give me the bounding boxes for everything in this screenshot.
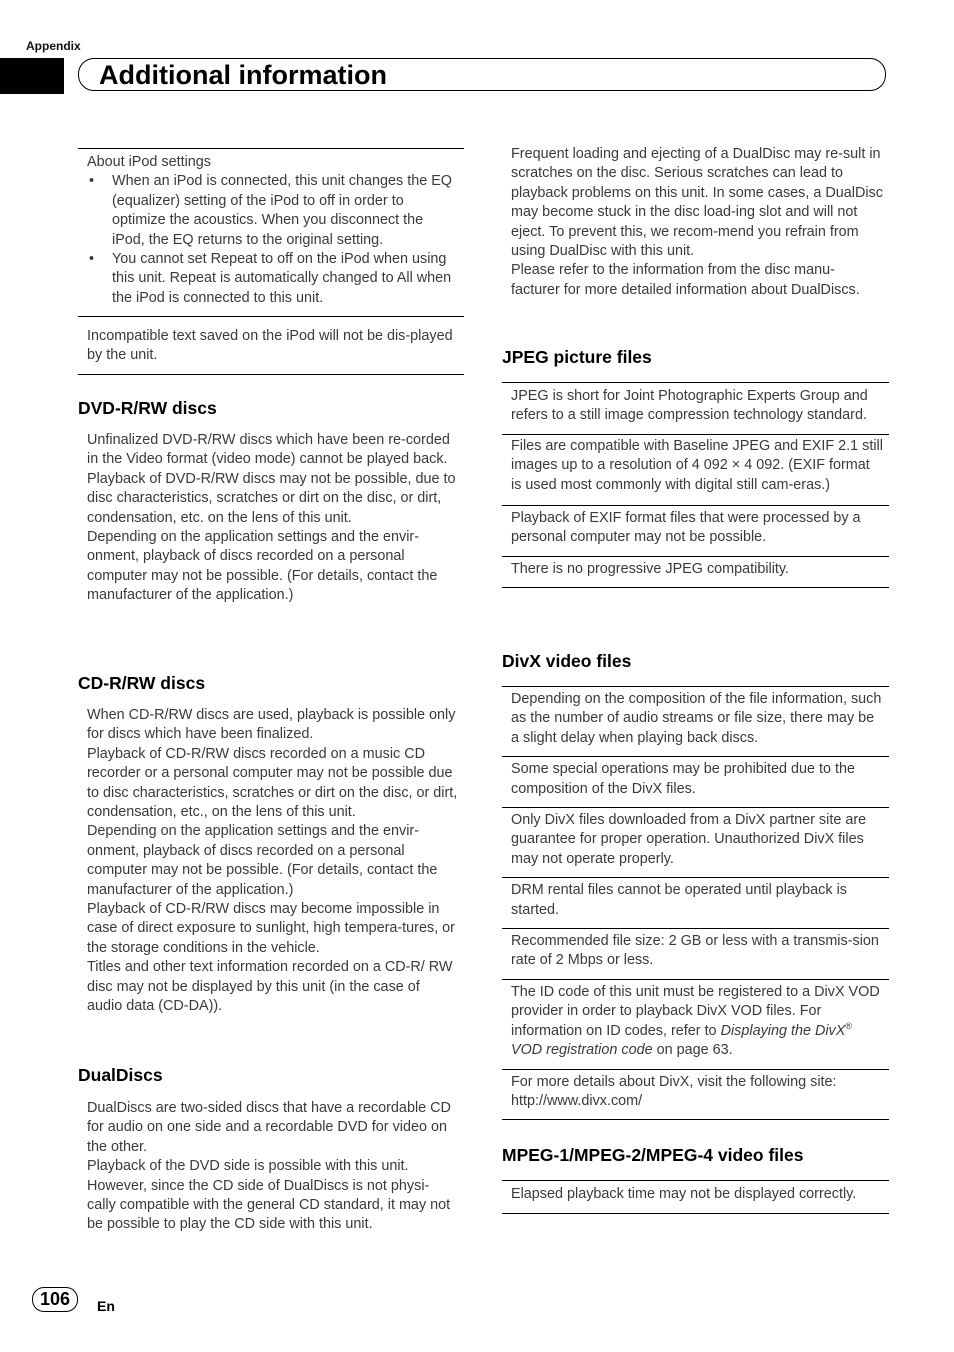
ipod-text-note-box bbox=[78, 325, 464, 375]
list-item: • When an iPod is connected, this unit changes the EQ (equalizer) setting of the iPod to off in order to optimize the acoustics. When you disconnect the iPod, the EQ returns to the original setting. bbox=[87, 172, 458, 250]
list-item bbox=[502, 1069, 889, 1121]
jpeg-item-text: There is no progressive JPEG compatibility. bbox=[511, 560, 790, 577]
list-item bbox=[502, 505, 889, 556]
list-item bbox=[502, 1180, 889, 1214]
cd-paragraph-1: When CD-R/RW discs are used, playback is possible only for discs which have been finalized. bbox=[87, 707, 456, 743]
divx-item-text: Recommended file size: 2 GB or less with a transmis-sion rate of 2 Mbps or less. bbox=[511, 933, 879, 969]
jpeg-item-text: JPEG is short for Joint Photographic Experts Group and refers to a still image compression technology standard. bbox=[511, 388, 868, 424]
jpeg-heading: JPEG picture files bbox=[502, 347, 652, 367]
mpeg-item-text: Elapsed playback time may not be displayed correctly. bbox=[511, 1186, 857, 1202]
dvd-paragraph-1: Unfinalized DVD-R/RW discs which have been re-corded in the Video format (video mode) cannot be played back. bbox=[87, 432, 450, 468]
section-tab-marker bbox=[0, 58, 64, 94]
cd-paragraph-2: Playback of CD-R/RW discs recorded on a music CD recorder or a personal computer may not be possible due to disc characteristics, scratches or dirt on the disc, or dirt, condensation, etc., on the lens of this unit. bbox=[87, 745, 458, 821]
divx-item-text: DRM rental files cannot be operated until playback is started. bbox=[511, 882, 847, 918]
cd-paragraph-4: Playback of CD-R/RW discs may become impossible in case of direct exposure to sunlight, high tempera-tures, or the storage conditions in the vehicle. bbox=[87, 901, 455, 956]
dualdisc-body bbox=[78, 1099, 464, 1235]
divx-id-text-start: The ID code of this unit must be registered to a DivX VOD provider in order to playback DivX VOD files. For information on ID codes, refer to bbox=[511, 983, 880, 1039]
dualdisc-heading: DualDiscs bbox=[78, 1065, 163, 1085]
list-item bbox=[502, 807, 889, 877]
language-label: En bbox=[97, 1298, 115, 1314]
cd-heading: CD-R/RW discs bbox=[78, 673, 206, 693]
dvd-body bbox=[78, 431, 464, 606]
divx-id-link-text-2: VOD registration code bbox=[511, 1042, 653, 1059]
page-title: Additional information bbox=[99, 60, 387, 90]
jpeg-list bbox=[502, 382, 889, 588]
divx-id-text-end: on page 63. bbox=[656, 1042, 733, 1059]
section-label: Appendix bbox=[26, 39, 81, 53]
dvd-paragraph-3: Depending on the application settings and the envir-onment, playback of discs recorded on a personal computer may not be possible. (For details, contact the manufacturer of the application.) bbox=[87, 529, 438, 604]
divx-heading: DivX video files bbox=[502, 651, 632, 671]
divx-item-text: Depending on the composition of the file information, such as the number of audio streams or file size, there may be a slight delay when playing back discs. bbox=[511, 691, 882, 746]
mpeg-list bbox=[502, 1180, 889, 1214]
cd-paragraph-5: Titles and other text information recorded on a CD-R/ RW disc may not be displayed by this unit (in the case of audio data (CD-DA)). bbox=[87, 959, 453, 1015]
divx-item-text: Some special operations may be prohibited due to the composition of the DivX files. bbox=[511, 761, 855, 797]
list-item bbox=[502, 686, 889, 756]
page-title-frame bbox=[78, 58, 886, 91]
divx-id-code-text bbox=[511, 983, 883, 1061]
registered-mark: ® bbox=[845, 1020, 852, 1031]
list-item bbox=[502, 756, 889, 807]
dvd-paragraph-2: Playback of DVD-R/RW discs may not be possible, due to disc characteristics, scratches or dirt on the disc, or dirt, condensation, etc. on the lens of this unit. bbox=[87, 470, 456, 526]
dualdisc-paragraph-3: Frequent loading and ejecting of a DualDisc may re-sult in scratches on the disc. Serious scratches can lead to playback problems on this unit. In some cases, a DualDisc may become stuck in the disc load-ing slot and will not eject. To prevent this, we recom-mend you refrain from using DualDisc with this unit. bbox=[511, 146, 883, 260]
mpeg-heading: MPEG-1/MPEG-2/MPEG-4 video files bbox=[502, 1145, 804, 1165]
list-item bbox=[502, 928, 889, 979]
divx-site-text: For more details about DivX, visit the following site: http://www.divx.com/ bbox=[511, 1073, 837, 1109]
list-item: • You cannot set Repeat to off on the iPod when using this unit. Repeat is automatically changed to All when the iPod is connected to this unit. bbox=[87, 250, 458, 308]
page-number: 106 bbox=[32, 1287, 78, 1312]
ipod-settings-list bbox=[87, 172, 458, 308]
list-item bbox=[502, 979, 889, 1069]
dualdisc-paragraph-2: Playback of the DVD side is possible with this unit. However, since the CD side of DualDiscs is not physi-cally compatible with the general CD standard, it may not be possible to play the CD side with this unit. bbox=[87, 1158, 451, 1233]
jpeg-item-text: Files are compatible with Baseline JPEG and EXIF 2.1 still images up to a resolution of 4 092 × 4 092. (EXIF format is used most commonly with digital still cam-eras.) bbox=[511, 437, 883, 493]
ipod-settings-heading: About iPod settings bbox=[87, 154, 211, 170]
dualdisc-paragraph-1: DualDiscs are two-sided discs that have a recordable CD for audio on one side and a recordable DVD for video on the other. bbox=[87, 1100, 451, 1155]
divx-id-link-text: Displaying the DivX bbox=[720, 1022, 846, 1039]
list-item bbox=[502, 877, 889, 928]
list-item bbox=[502, 382, 889, 434]
jpeg-item-text: Playback of EXIF format files that were processed by a personal computer may not be possible. bbox=[511, 510, 861, 546]
dvd-heading: DVD-R/RW discs bbox=[78, 398, 217, 418]
ipod-settings-box bbox=[78, 148, 464, 317]
cd-paragraph-3: Depending on the application settings and the envir-onment, playback of discs recorded on a personal computer may not be possible. (For details, contact the manufacturer of the application.) bbox=[87, 823, 438, 898]
dualdisc-continued bbox=[502, 145, 889, 300]
ipod-text-note: Incompatible text saved on the iPod will not be dis-played by the unit. bbox=[87, 328, 453, 364]
cd-body bbox=[78, 706, 464, 1017]
dualdisc-paragraph-4: Please refer to the information from the disc manu-facturer for more detailed information about DualDiscs. bbox=[511, 262, 860, 298]
divx-list bbox=[502, 686, 889, 1120]
list-item bbox=[502, 434, 889, 505]
list-item bbox=[502, 556, 889, 588]
divx-item-text: Only DivX files downloaded from a DivX partner site are guarantee for proper operation. Unauthorized DivX files may not operate properly. bbox=[511, 812, 867, 867]
